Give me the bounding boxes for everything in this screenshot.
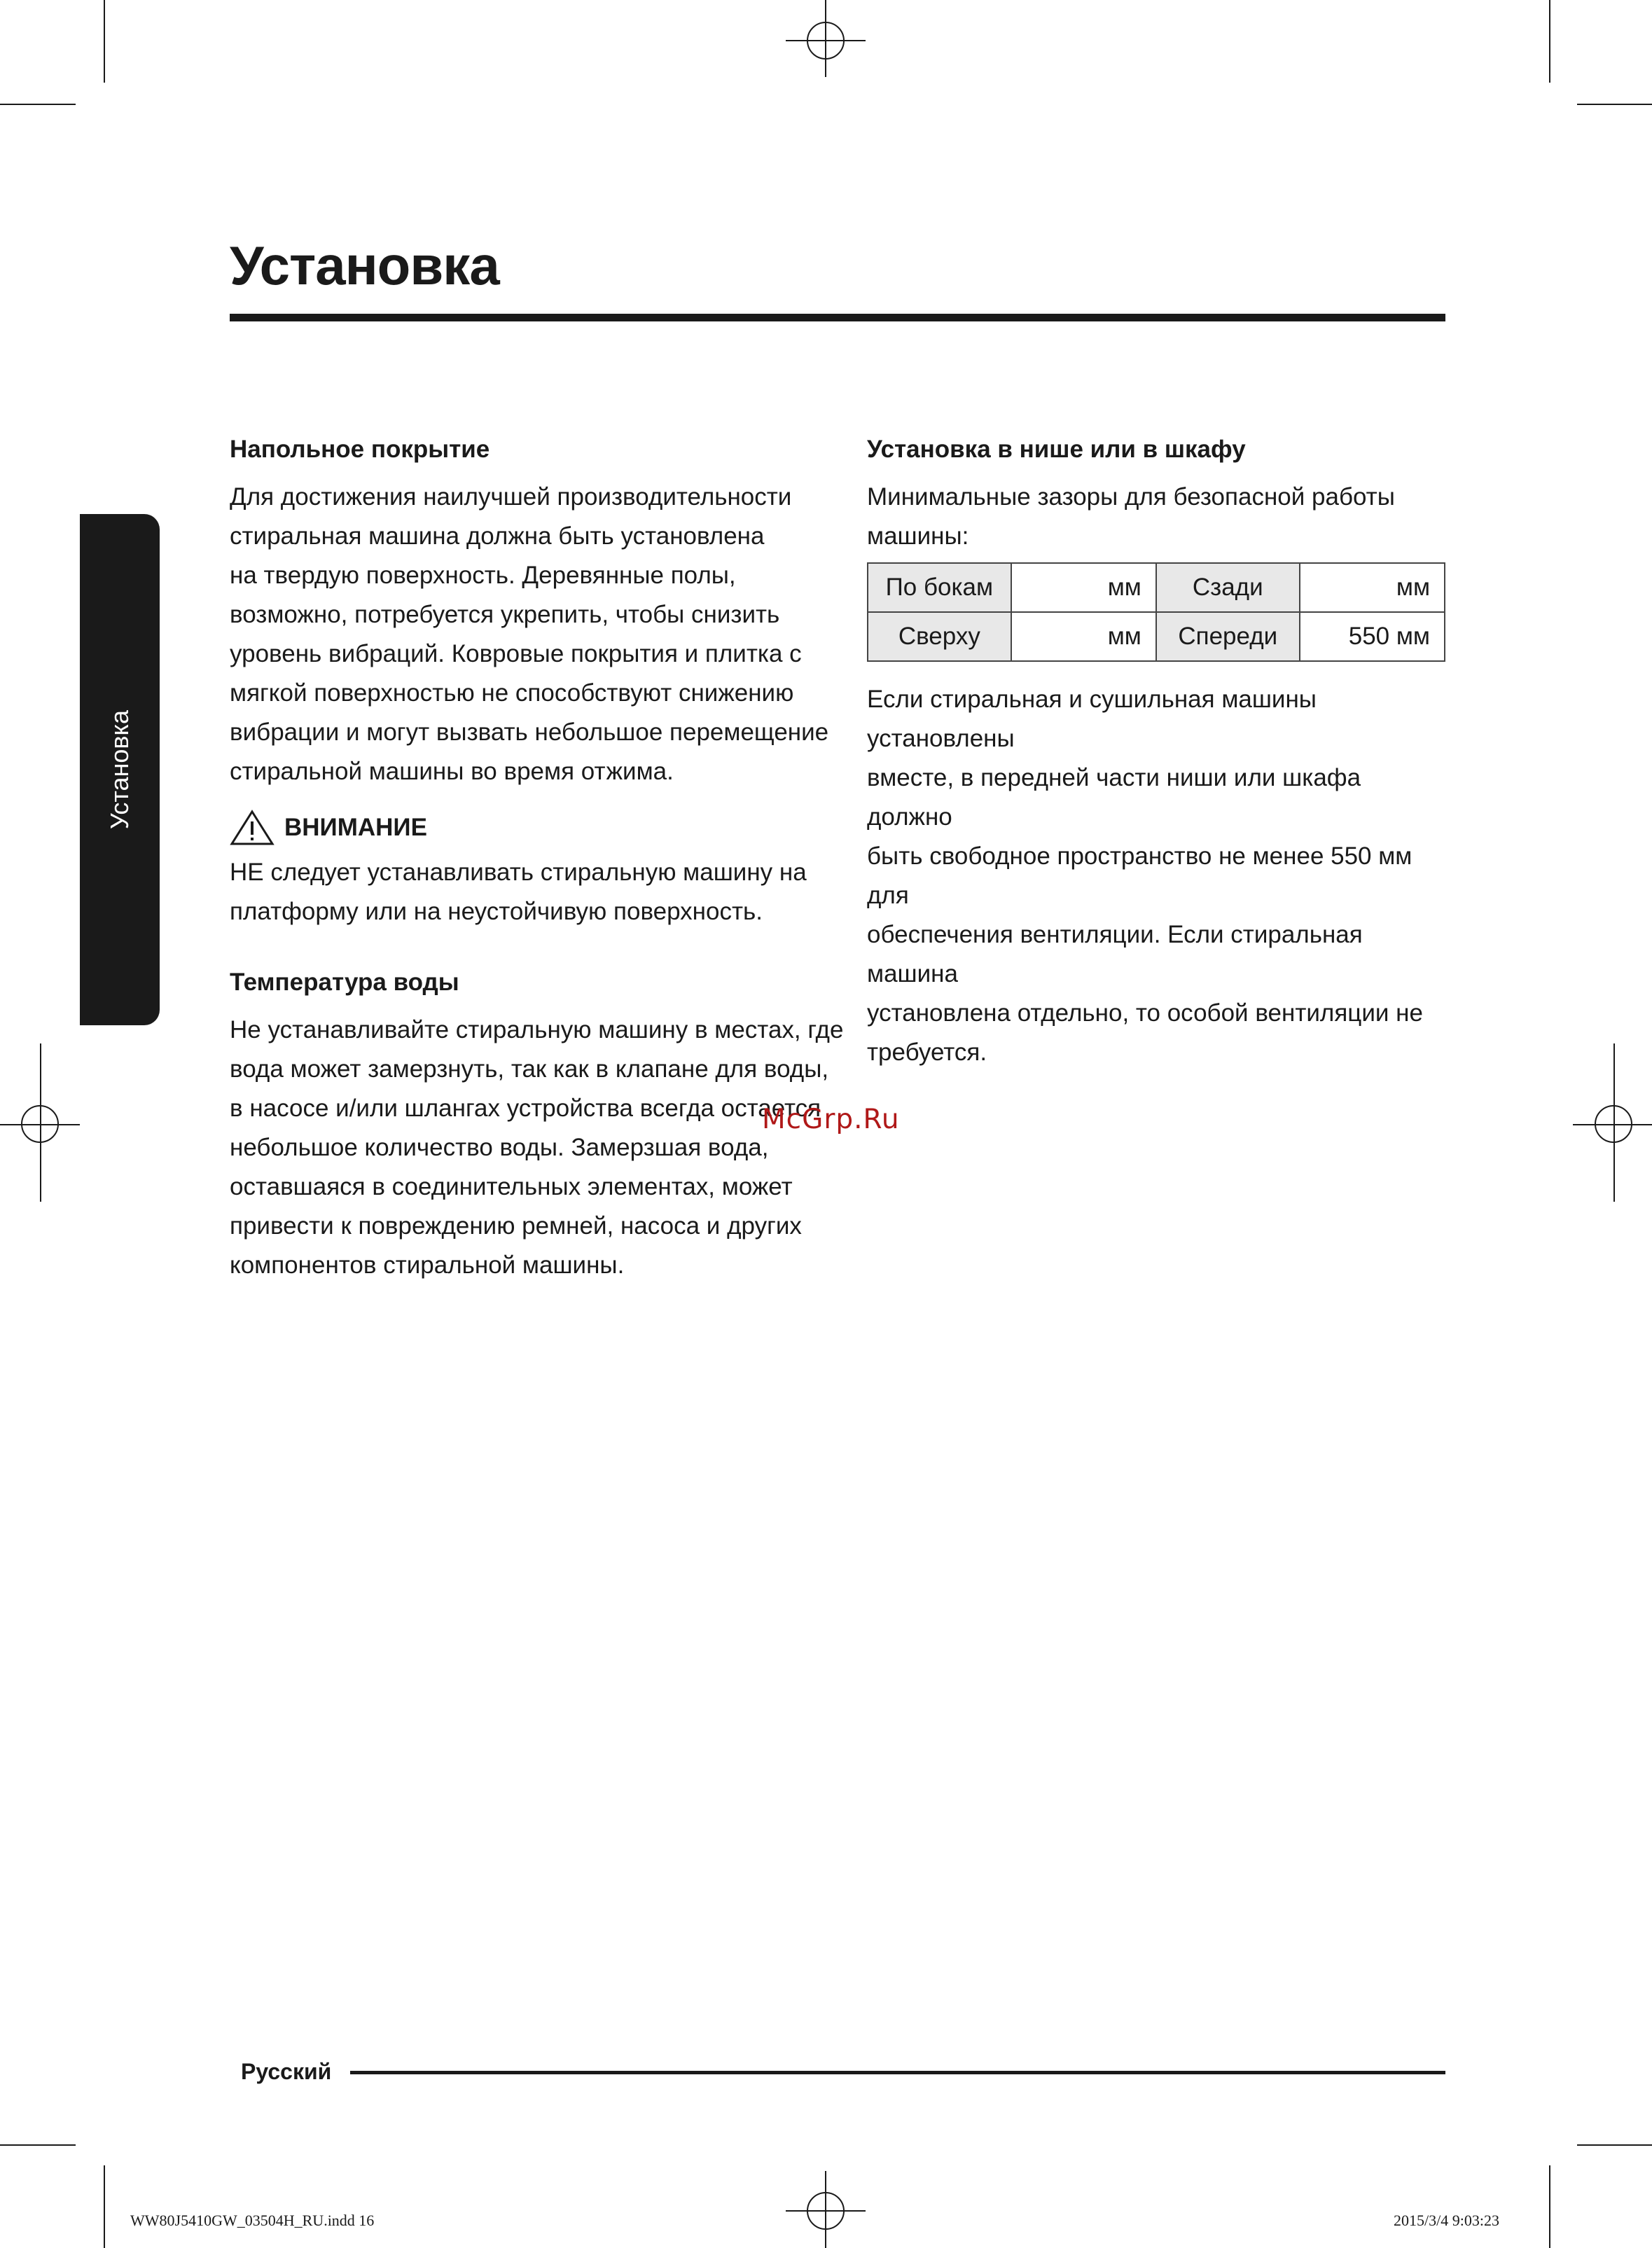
table-row [868, 563, 1445, 612]
text-line: компонентов стиральной машины. [230, 1251, 625, 1279]
warning-line: платформу или на неустойчивую поверхность. [230, 898, 763, 925]
text-line: небольшое количество воды. Замерзшая вода, [230, 1134, 769, 1161]
table-cell-label: Сзади [1156, 563, 1300, 612]
text-line: стиральной машины во время отжима. [230, 758, 674, 785]
text-line: машины: [867, 522, 969, 550]
table-cell-value: мм [1300, 563, 1445, 612]
text-line: требуется. [867, 1039, 987, 1066]
floor-text [230, 478, 846, 791]
text-line: стиральная машина должна быть установлена [230, 522, 765, 550]
slug-filename: WW80J5410GW_03504H_RU.indd 16 [130, 2212, 375, 2229]
warning-label: ВНИМАНИЕ [284, 814, 427, 841]
water-temp-heading: Температура воды [230, 969, 459, 996]
warning-block [230, 808, 846, 931]
table-cell-label: Сверху [868, 612, 1011, 661]
right-column [867, 432, 1445, 556]
warning-triangle-icon [230, 810, 275, 846]
text-line: Не устанавливайте стиральную машину в местах, где [230, 1016, 844, 1043]
slug-timestamp: 2015/3/4 9:03:23 [1394, 2212, 1499, 2229]
side-tab[interactable] [80, 514, 160, 1025]
text-line: мягкой поверхностью не способствуют снижению [230, 679, 794, 707]
text-line: привести к повреждению ремней, насоса и других [230, 1212, 802, 1240]
text-line: оставшаяся в соединительных элементах, может [230, 1173, 793, 1200]
text-line: вместе, в передней части ниши или шкафа должно [867, 764, 1361, 831]
text-line: Минимальные зазоры для безопасной работы [867, 483, 1395, 511]
text-line: в насосе и/или шлангах устройства всегда остается [230, 1095, 821, 1122]
text-line: Для достижения наилучшей производительности [230, 483, 792, 511]
text-line: быть свободное пространство не менее 550 мм для [867, 842, 1412, 909]
table-row [868, 612, 1445, 661]
side-tab-label: Установка [105, 709, 134, 830]
warning-header [230, 808, 846, 847]
table-cell-value: 550 мм [1300, 612, 1445, 661]
text-line: на твердую поверхность. Деревянные полы, [230, 562, 736, 589]
watermark: McGrp.Ru [762, 1104, 900, 1135]
text-line: уровень вибраций. Ковровые покрытия и плитка с [230, 640, 802, 667]
table-cell-value: мм [1011, 612, 1156, 661]
text-line: обеспечения вентиляции. Если стиральная машина [867, 921, 1363, 987]
left-column [230, 432, 846, 1285]
table-cell-value: мм [1011, 563, 1156, 612]
niche-heading: Установка в нише или в шкафу [867, 436, 1246, 463]
warning-line: НЕ следует устанавливать стиральную машину на [230, 859, 807, 886]
table-cell-label: По бокам [868, 563, 1011, 612]
text-line: вибрации и могут вызвать небольшое перемещение [230, 719, 829, 746]
title-rule [230, 314, 1445, 321]
text-line: Если стиральная и сушильная машины установлены [867, 686, 1317, 752]
text-line: возможно, потребуется укрепить, чтобы снизить [230, 601, 780, 628]
text-line: установлена отдельно, то особой вентиляции не [867, 999, 1423, 1027]
water-temp-text [230, 1011, 846, 1285]
page-title: Установка [230, 235, 499, 296]
table-cell-label: Спереди [1156, 612, 1300, 661]
niche-intro [867, 478, 1445, 556]
floor-heading: Напольное покрытие [230, 436, 490, 463]
clearance-table [867, 562, 1445, 662]
footer-rule [350, 2071, 1445, 2074]
text-line: вода может замерзнуть, так как в клапане для воды, [230, 1055, 829, 1083]
footer-language: Русский [241, 2059, 332, 2084]
niche-body [867, 680, 1445, 1072]
